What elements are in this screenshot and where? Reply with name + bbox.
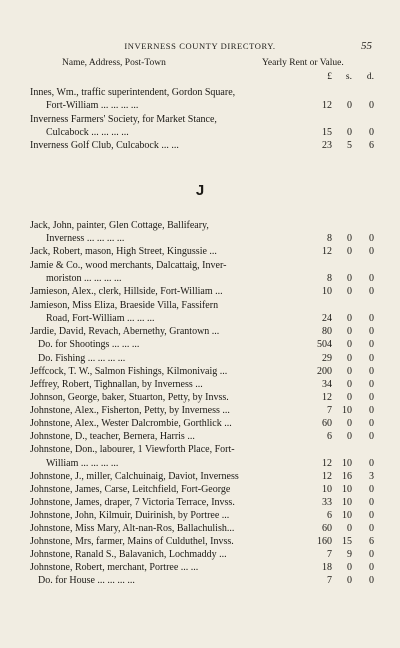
directory-entry-line (0, 509, 400, 522)
entry-pounds: 29 (322, 353, 332, 364)
entry-text: Do. Fishing ... ... ... ... (38, 353, 126, 364)
entry-text: Road, Fort-William ... ... ... (46, 313, 155, 324)
entry-text: Johnstone, John, Kilmuir, Duirinish, by Portree ... (30, 510, 230, 521)
directory-entry-line (0, 535, 400, 548)
entry-text: Jamieson, Miss Eliza, Braeside Villa, Fassifern (30, 300, 219, 311)
entry-shillings: 0 (347, 523, 352, 534)
section-letter: J (195, 182, 205, 199)
entry-pounds: 34 (322, 379, 332, 390)
entry-text: Jardie, David, Revach, Abernethy, Grantown ... (30, 326, 220, 337)
entry-text: Johnstone, Robert, merchant, Portree ... ... (30, 562, 199, 573)
entry-text: Johnstone, Alex., Wester Dalcrombie, Gorthlick ... (30, 418, 232, 429)
entry-text: Johnstone, Alex., Fisherton, Petty, by Inverness ... (30, 405, 230, 416)
entry-pence: 0 (369, 273, 374, 284)
directory-entry-line (0, 548, 400, 561)
entry-text: Jack, Robert, mason, High Street, Kingussie ... (30, 246, 217, 257)
directory-entry-line (0, 352, 400, 365)
entry-shillings: 0 (347, 339, 352, 350)
entry-pence: 0 (369, 575, 374, 586)
entry-text: Johnstone, Don., labourer, 1 Viewforth Place, Fort- (30, 444, 235, 455)
entry-text: Jeffrey, Robert, Tighnallan, by Inverness ... (30, 379, 203, 390)
directory-entry-line (0, 338, 400, 351)
directory-entry-line (0, 126, 400, 139)
entry-pence: 0 (369, 405, 374, 416)
entry-pence: 0 (369, 326, 374, 337)
entry-pounds: 10 (322, 286, 332, 297)
directory-entry-line (0, 365, 400, 378)
entry-shillings: 0 (347, 233, 352, 244)
entry-text: Innes, Wm., traffic superintendent, Gordon Square, (30, 87, 236, 98)
directory-entry-line (0, 470, 400, 483)
entry-pence: 0 (369, 392, 374, 403)
entry-pounds: 80 (322, 326, 332, 337)
entry-text: Jeffcock, T. W., Salmon Fishings, Kilmonivaig ... (30, 366, 228, 377)
shillings-header: s. (345, 72, 352, 82)
entry-text: Johnstone, Mrs, farmer, Mains of Culduthel, Invss. (30, 536, 234, 547)
entry-text: Culcabock ... ... ... ... (46, 127, 129, 138)
entry-text: Johnstone, J., miller, Calchuinaig, Daviot, Inverness (30, 471, 239, 482)
entry-pence: 0 (369, 562, 374, 573)
entry-pounds: 12 (322, 100, 332, 111)
entry-pounds: 15 (322, 127, 332, 138)
entry-shillings: 0 (347, 575, 352, 586)
entry-pence: 0 (369, 100, 374, 111)
entry-pence: 0 (369, 353, 374, 364)
entry-pence: 0 (369, 523, 374, 534)
entry-pence: 0 (369, 127, 374, 138)
entry-shillings: 0 (347, 431, 352, 442)
entry-shillings: 0 (347, 127, 352, 138)
entry-pounds: 10 (322, 484, 332, 495)
entry-shillings: 10 (342, 497, 352, 508)
directory-entry-line (0, 232, 400, 245)
entry-pounds: 7 (327, 549, 332, 560)
directory-entry-line (0, 312, 400, 325)
directory-entry-line (0, 378, 400, 391)
entry-text: Johnstone, D., teacher, Bernera, Harris ... (30, 431, 195, 442)
entry-text: Do. for House ... ... ... ... (38, 575, 135, 586)
entry-pence: 6 (369, 536, 374, 547)
rent-value-header: Yearly Rent or Value. (262, 58, 344, 68)
entry-shillings: 10 (342, 484, 352, 495)
column-headers (0, 58, 400, 70)
entry-pence: 0 (369, 339, 374, 350)
entry-shillings: 16 (342, 471, 352, 482)
entry-text: Johnstone, Miss Mary, Alt-nan-Ros, Ballachulish... (30, 523, 235, 534)
money-unit-headers (0, 72, 400, 84)
entry-pounds: 23 (322, 140, 332, 151)
entry-text: William ... ... ... ... (46, 458, 119, 469)
entry-shillings: 0 (347, 353, 352, 364)
directory-entry-line (0, 272, 400, 285)
entry-shillings: 0 (347, 100, 352, 111)
entry-shillings: 0 (347, 366, 352, 377)
entry-pounds: 60 (322, 418, 332, 429)
directory-entry-line (0, 391, 400, 404)
entry-pence: 0 (369, 286, 374, 297)
directory-entry-line (0, 483, 400, 496)
directory-entry-line (0, 496, 400, 509)
entry-pounds: 18 (322, 562, 332, 573)
directory-entry-line (0, 561, 400, 574)
entry-pence: 0 (369, 484, 374, 495)
entry-pounds: 12 (322, 458, 332, 469)
running-title: INVERNESS COUNTY DIRECTORY. (124, 41, 276, 51)
directory-entry-line (0, 285, 400, 298)
entry-text: moriston ... ... ... ... (46, 273, 122, 284)
entry-shillings: 0 (347, 392, 352, 403)
entry-text: Johnstone, James, Carse, Leitchfield, Fort-George (30, 484, 231, 495)
directory-entry-line (0, 139, 400, 152)
directory-entry-line (0, 574, 400, 587)
entry-pounds: 8 (327, 233, 332, 244)
directory-entry-line (0, 443, 400, 456)
entry-pence: 0 (369, 366, 374, 377)
entry-pounds: 12 (322, 246, 332, 257)
entry-text: Jamieson, Alex., clerk, Hillside, Fort-William ... (30, 286, 223, 297)
entry-text: Jack, John, painter, Glen Cottage, Ballifeary, (30, 220, 209, 231)
entry-text: Inverness ... ... ... ... (46, 233, 125, 244)
entry-pounds: 12 (322, 471, 332, 482)
directory-entry-line (0, 457, 400, 470)
entry-pounds: 200 (317, 366, 332, 377)
entry-shillings: 9 (347, 549, 352, 560)
directory-entry-line (0, 299, 400, 312)
entry-pence: 0 (369, 233, 374, 244)
entry-text: Inverness Farmers' Society, for Market Stance, (30, 114, 217, 125)
entry-shillings: 0 (347, 379, 352, 390)
entry-shillings: 0 (347, 286, 352, 297)
entry-shillings: 0 (347, 313, 352, 324)
entry-pence: 0 (369, 418, 374, 429)
entry-shillings: 0 (347, 562, 352, 573)
entry-pounds: 7 (327, 575, 332, 586)
entry-shillings: 10 (342, 458, 352, 469)
entry-pence: 6 (369, 140, 374, 151)
entry-text: Jamie & Co., wood merchants, Dalcattaig, Inver- (30, 260, 227, 271)
entry-pounds: 6 (327, 431, 332, 442)
entry-text: Fort-William ... ... ... ... (46, 100, 139, 111)
entry-pence: 0 (369, 313, 374, 324)
pound-header: £ (327, 72, 332, 82)
directory-entry-line (0, 430, 400, 443)
directory-entry-line (0, 113, 400, 126)
directory-entry-line (0, 259, 400, 272)
page-number: 55 (361, 40, 372, 52)
entry-text: Do. for Shootings ... ... ... (38, 339, 140, 350)
directory-entry-line (0, 404, 400, 417)
entry-shillings: 0 (347, 246, 352, 257)
entry-pence: 0 (369, 431, 374, 442)
entry-text: Johnstone, Ranald S., Balavanich, Lochmaddy ... (30, 549, 227, 560)
entry-pounds: 60 (322, 523, 332, 534)
entry-pounds: 12 (322, 392, 332, 403)
entry-pence: 0 (369, 458, 374, 469)
directory-entry-line (0, 325, 400, 338)
entry-shillings: 0 (347, 273, 352, 284)
directory-entry-line (0, 417, 400, 430)
entry-text: Johnson, George, baker, Stuarton, Petty, by Invss. (30, 392, 229, 403)
entry-pence: 0 (369, 379, 374, 390)
name-address-header: Name, Address, Post-Town (62, 58, 166, 68)
entry-shillings: 15 (342, 536, 352, 547)
entry-pounds: 504 (317, 339, 332, 350)
directory-entry-line (0, 522, 400, 535)
entry-pence: 0 (369, 497, 374, 508)
entry-pounds: 8 (327, 273, 332, 284)
entry-text: Johnstone, James, draper, 7 Victoria Terrace, Invss. (30, 497, 235, 508)
running-head (0, 40, 400, 54)
entry-text: Inverness Golf Club, Culcabock ... ... (30, 140, 179, 151)
entry-shillings: 0 (347, 418, 352, 429)
entry-pounds: 24 (322, 313, 332, 324)
entry-pence: 0 (369, 246, 374, 257)
entry-shillings: 10 (342, 510, 352, 521)
entry-shillings: 10 (342, 405, 352, 416)
directory-entry-line (0, 86, 400, 99)
entry-shillings: 5 (347, 140, 352, 151)
entry-pence: 0 (369, 549, 374, 560)
entry-pounds: 7 (327, 405, 332, 416)
directory-entry-line (0, 245, 400, 258)
directory-entry-line (0, 219, 400, 232)
pence-header: d. (366, 72, 374, 82)
entry-pounds: 160 (317, 536, 332, 547)
entry-pounds: 6 (327, 510, 332, 521)
entry-pence: 0 (369, 510, 374, 521)
entry-pounds: 33 (322, 497, 332, 508)
entry-pence: 3 (369, 471, 374, 482)
entry-shillings: 0 (347, 326, 352, 337)
directory-entry-line (0, 99, 400, 112)
